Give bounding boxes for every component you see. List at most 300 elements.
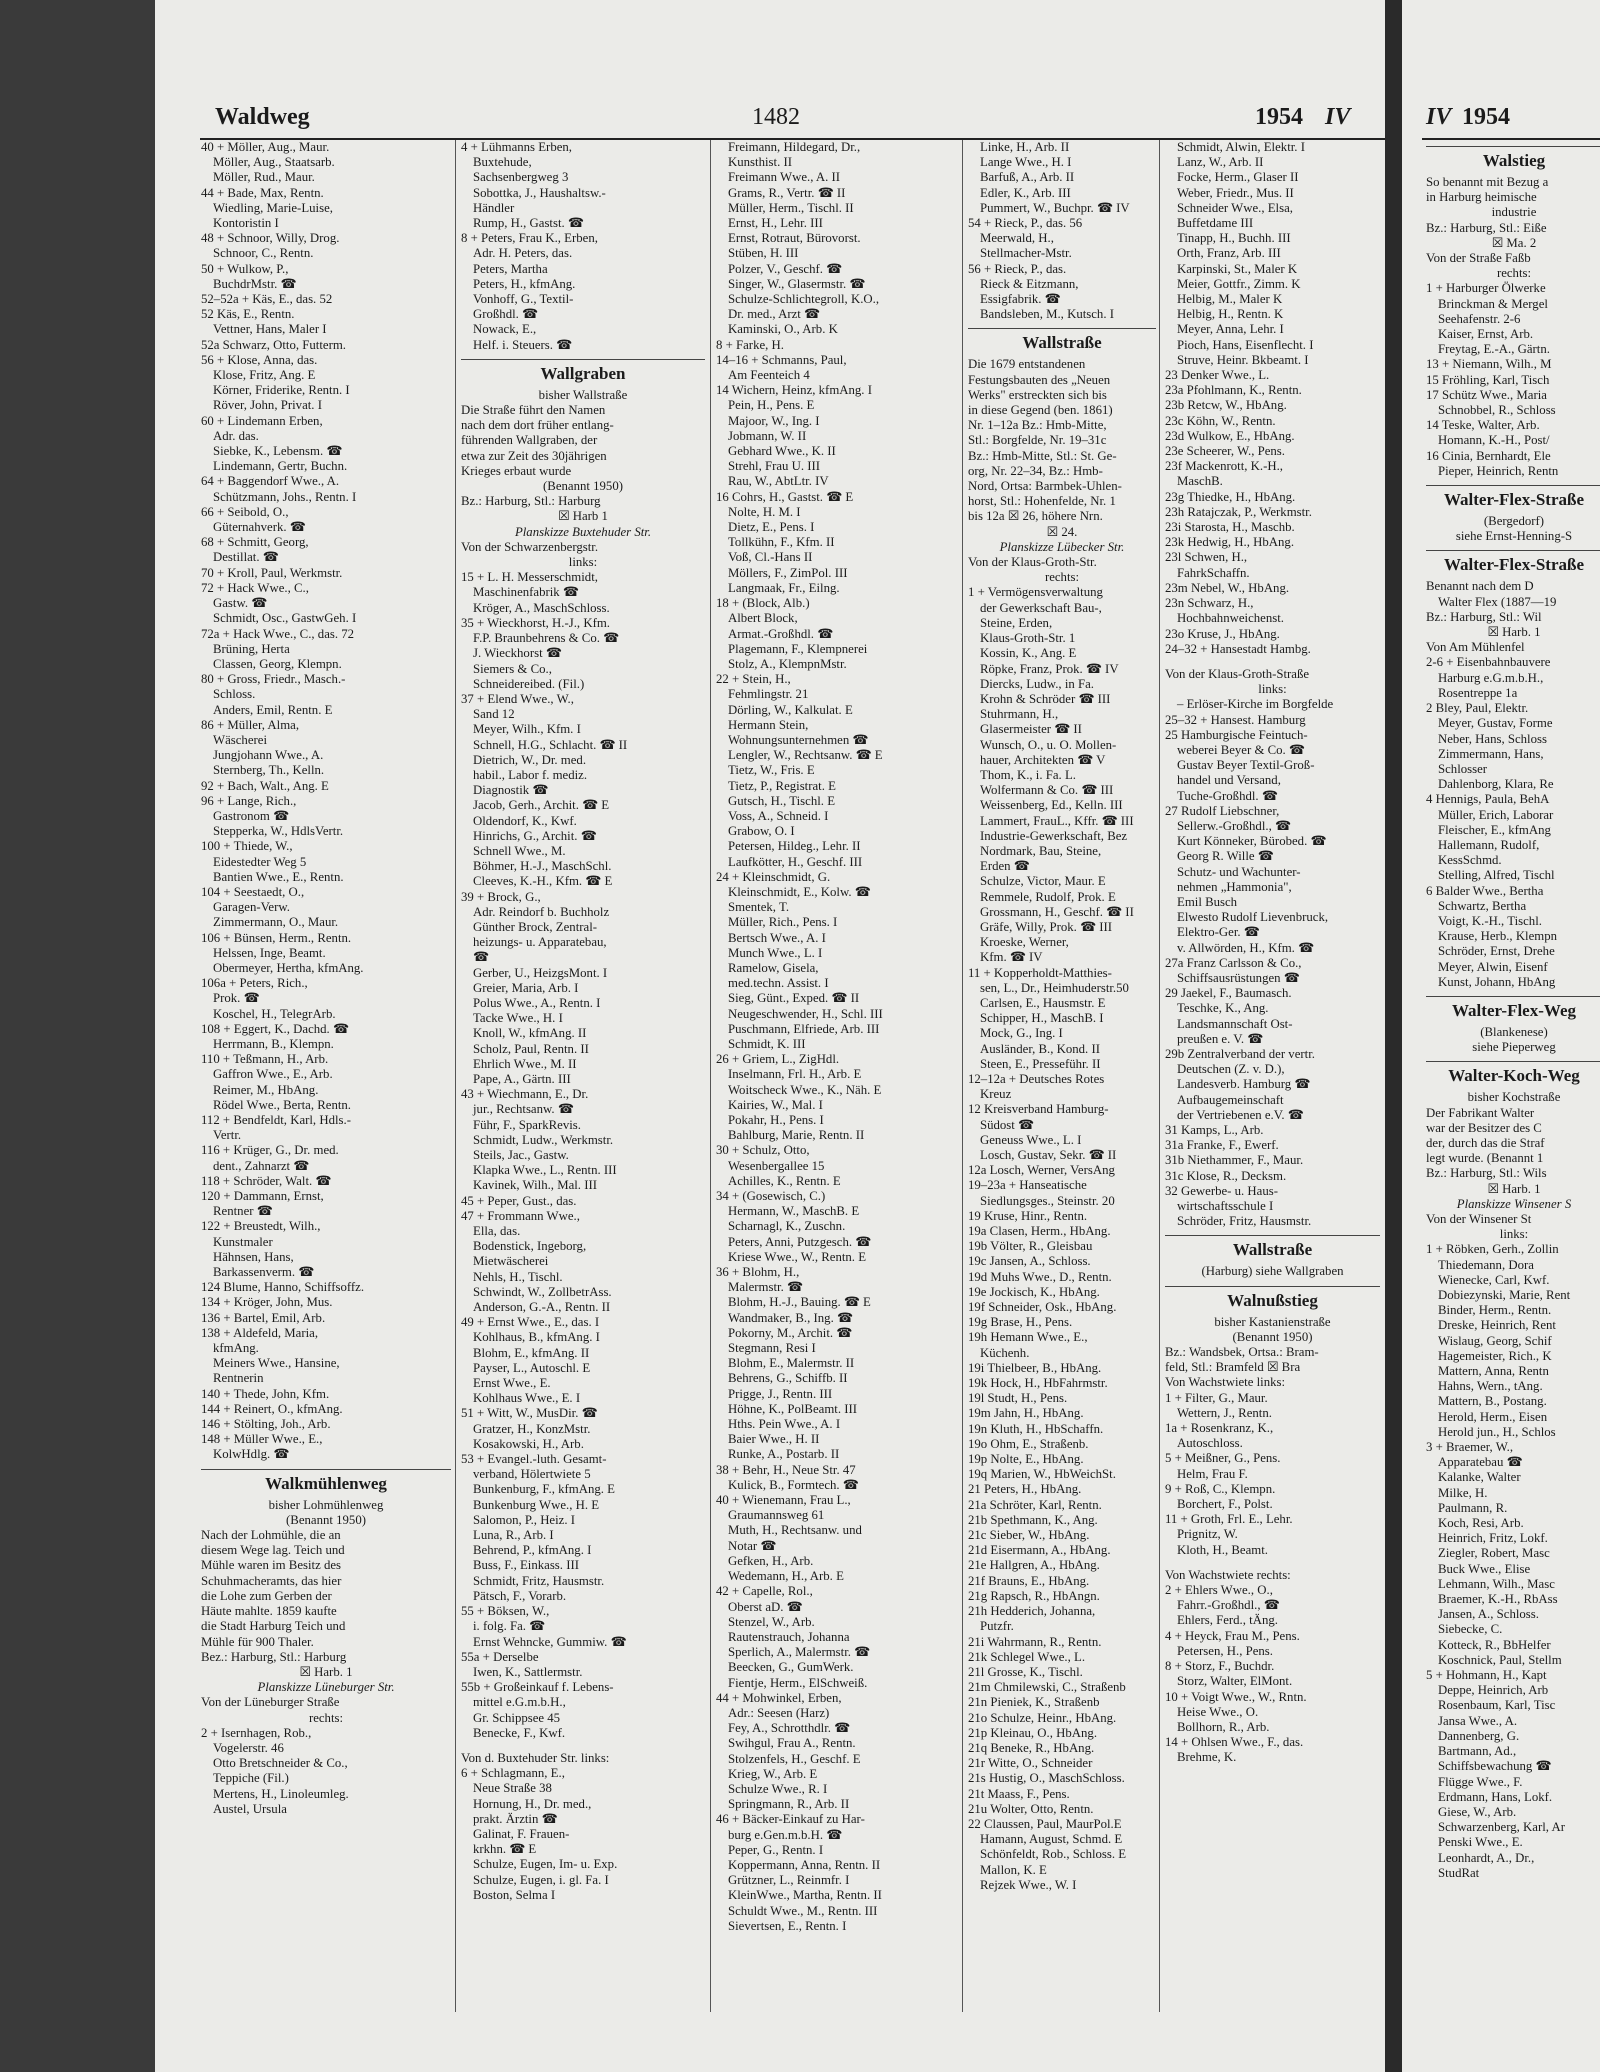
- resident-line: kfmAng.: [213, 1341, 259, 1356]
- house-entry: Von d. Buxtehuder Str. links:: [461, 1750, 610, 1765]
- house-entry: 21u Wolter, Otto, Rentn.: [968, 1801, 1094, 1816]
- resident-line: Röver, John, Privat. I: [213, 398, 322, 413]
- resident-line: Focke, Herm., Glaser II: [1177, 170, 1299, 185]
- resident-line: Steine, Erden,: [980, 615, 1053, 630]
- directory-column-next-page: [1426, 140, 1600, 1881]
- resident-line: Maschinenfabrik ☎: [473, 585, 579, 600]
- house-entry: 21k Schlegel Wwe., L.: [968, 1649, 1086, 1664]
- resident-line: Tollkühn, F., Kfm. II: [728, 535, 835, 550]
- resident-line: Möller, Rud., Maur.: [213, 170, 315, 185]
- house-entry: 49 + Ernst Wwe., E., das. I: [461, 1315, 600, 1330]
- resident-line: Bartmann, Ad.,: [1438, 1744, 1517, 1759]
- street-heading: Walter-Flex-Straße: [1426, 550, 1600, 579]
- resident-line: Behrens, G., Schiffb. II: [728, 1371, 848, 1386]
- resident-line: Obermeyer, Hertha, kfmAng.: [213, 960, 364, 975]
- resident-line: Schutz- und Wachunter-: [1177, 864, 1301, 879]
- resident-line: Apparatebau ☎: [1438, 1455, 1523, 1470]
- resident-line: Adr.: Seesen (Harz): [728, 1705, 830, 1720]
- house-entry: 134 + Kröger, John, Mus.: [201, 1295, 333, 1310]
- resident-line: Jansen, A., Schloss.: [1438, 1607, 1539, 1622]
- column-divider: [962, 140, 963, 2012]
- house-entry: 19d Muhs Wwe., D., Rentn.: [968, 1269, 1112, 1284]
- resident-line: habil., Labor f. mediz.: [473, 767, 588, 782]
- resident-line: Tinapp, H., Buchh. III: [1177, 231, 1291, 246]
- resident-line: Bunkenburg, F., kfmAng. E: [473, 1482, 615, 1497]
- resident-line: Höhne, K., PolBeamt. III: [728, 1401, 858, 1416]
- house-entry: 136 + Bartel, Emil, Arb.: [201, 1310, 326, 1325]
- resident-line: Wiedling, Marie-Luise,: [213, 200, 333, 215]
- resident-line: Meyer, Alwin, Eisenf: [1438, 959, 1548, 974]
- resident-line: Buffetdame III: [1177, 216, 1254, 231]
- house-entry: 56 + Rieck, P., das.: [968, 261, 1067, 276]
- resident-line: Ehrlich Wwe., M. II: [473, 1056, 577, 1071]
- resident-line: Möller, Aug., Staatsarb.: [213, 155, 335, 170]
- resident-line: Kossin, K., Ang. E: [980, 646, 1077, 661]
- resident-line: Remmele, Rudolf, Prok. E: [980, 889, 1116, 904]
- house-entry: Bz.: Harburg, Stl.: Wils: [1426, 1166, 1547, 1181]
- resident-line: sen, L., Dr., Heimhuderstr.50: [980, 980, 1129, 995]
- resident-line: Jacob, Gerh., Archit. ☎ E: [473, 798, 610, 813]
- house-entry: 43 + Wiechmann, E., Dr.: [461, 1087, 589, 1102]
- resident-line: heizungs- u. Apparatebau,: [473, 935, 607, 950]
- directory-column-2: [461, 140, 705, 1903]
- resident-line: Händler: [473, 200, 515, 215]
- house-entry: 25–32 + Hansest. Hamburg: [1165, 712, 1306, 727]
- resident-line: Brüning, Herta: [213, 641, 290, 656]
- resident-line: Jobmann, W. II: [728, 428, 807, 443]
- resident-line: Röpke, Franz, Prok. ☎ IV: [980, 661, 1119, 676]
- book-gutter: [1385, 0, 1402, 2072]
- resident-line: Wandmaker, B., Ing. ☎: [728, 1310, 853, 1325]
- resident-line: Schnobbel, R., Schloss: [1438, 403, 1556, 418]
- resident-line: Boston, Selma I: [473, 1887, 556, 1902]
- house-entry: 23l Schwen, H.,: [1165, 550, 1248, 565]
- centered-note: rechts:: [1496, 266, 1532, 281]
- resident-line: Dörling, W., Kalkulat. E: [728, 702, 853, 717]
- resident-line: Kulick, B., Formtech. ☎: [728, 1477, 859, 1492]
- resident-line: Swihgul, Frau A., Rentn.: [728, 1736, 856, 1751]
- resident-line: Adr. H. Peters, das.: [473, 246, 573, 261]
- resident-line: Voß, Cl.-Hans II: [728, 550, 813, 565]
- resident-line: mittel e.G.m.b.H.,: [473, 1695, 566, 1710]
- resident-line: jur., Rechtsanw. ☎: [473, 1102, 574, 1117]
- map-reference: Planskizze Winsener S: [1456, 1196, 1572, 1211]
- resident-line: Paulmann, R.: [1438, 1500, 1508, 1515]
- house-entry: in diese Gegend (ben. 1861): [968, 403, 1113, 418]
- resident-line: Barkassenverm. ☎: [213, 1265, 315, 1280]
- resident-line: Steils, Jac., Gastw.: [473, 1148, 569, 1162]
- house-entry: 23b Retcw, W., HbAng.: [1165, 398, 1287, 413]
- resident-line: Thom, K., i. Fa. L.: [980, 767, 1076, 782]
- right-header-volume: IV: [1426, 104, 1452, 130]
- house-entry: 14–16 + Schmanns, Paul,: [716, 352, 847, 367]
- resident-line: Sternberg, Th., Kelln.: [213, 763, 325, 778]
- resident-line: Körner, Friderike, Rentn. I: [213, 383, 350, 398]
- resident-line: Meiners Wwe., Hansine,: [213, 1356, 340, 1371]
- resident-line: Heinrich, Fritz, Lokf.: [1438, 1531, 1548, 1546]
- centered-note: links:: [568, 555, 598, 570]
- resident-line: Eidestedter Weg 5: [213, 854, 307, 869]
- resident-line: Rieck & Eitzmann,: [980, 276, 1079, 291]
- resident-line: Malermstr. ☎: [728, 1280, 803, 1295]
- house-entry: 15 + L. H. Messerschmidt,: [461, 570, 598, 585]
- resident-line: Koch, Resi, Arb.: [1438, 1516, 1524, 1531]
- house-entry: 19o Ohm, E., Straßenb.: [968, 1436, 1089, 1451]
- resident-line: Vonhoff, G., Textil-: [473, 292, 574, 307]
- house-entry: Von Am Mühlenfel: [1426, 640, 1525, 655]
- resident-line: Pioch, Hans, Eisenflecht. I: [1177, 337, 1314, 352]
- resident-line: weberei Beyer & Co. ☎: [1177, 742, 1305, 757]
- resident-line: Wedemann, H., Arb. E: [728, 1569, 844, 1584]
- resident-line: Majoor, W., Ing. I: [728, 413, 820, 428]
- resident-line: Ernst, Rotraut, Bürovorst.: [728, 231, 861, 246]
- resident-line: Blohm, E., Malermstr. II: [728, 1356, 855, 1371]
- resident-line: Smentek, T.: [728, 900, 790, 915]
- resident-line: Teschke, K., Ang.: [1177, 1001, 1269, 1016]
- resident-line: Linke, H., Arb. II: [980, 140, 1070, 154]
- house-entry: 45 + Peper, Gust., das.: [461, 1193, 577, 1208]
- house-entry: 19–23a + Hanseatische: [968, 1178, 1087, 1193]
- resident-line: Deppe, Heinrich, Arb: [1438, 1683, 1549, 1698]
- resident-line: Hagemeister, Rich., K: [1438, 1348, 1552, 1363]
- house-entry: 2 + Ehlers Wwe., O.,: [1165, 1583, 1273, 1598]
- resident-line: Kohlhaus Wwe., E. I: [473, 1391, 581, 1406]
- resident-line: Rentnerin: [213, 1371, 264, 1386]
- resident-line: Greier, Maria, Arb. I: [473, 980, 579, 995]
- resident-line: Lindemann, Gertr, Buchn.: [213, 459, 348, 474]
- house-entry: Festungsbauten des „Neuen: [968, 372, 1111, 387]
- house-entry: 12a Losch, Werner, VersAng: [968, 1163, 1115, 1178]
- next-book-page: [1402, 0, 1600, 2072]
- resident-line: Ernst Wehncke, Gummiw. ☎: [473, 1634, 627, 1649]
- house-entry: 55b + Großeinkauf f. Lebens-: [461, 1680, 614, 1695]
- resident-line: Bantien Wwe., E., Rentn.: [213, 869, 344, 884]
- resident-line: Otto Bretschneider & Co.,: [213, 1756, 348, 1771]
- resident-line: Freytag, E.-A., Gärtn.: [1438, 342, 1550, 357]
- resident-line: Gastronom ☎: [213, 808, 290, 823]
- house-entry: 3 + Braemer, W.,: [1426, 1440, 1514, 1455]
- resident-line: Nolte, H. M. I: [728, 504, 801, 519]
- resident-line: Kreuz: [980, 1087, 1012, 1102]
- house-entry: 23e Scheerer, W., Pens.: [1165, 444, 1285, 459]
- resident-line: Helf. i. Steuers. ☎: [473, 337, 573, 352]
- resident-line: Leonhardt, A., Dr.,: [1438, 1850, 1535, 1865]
- resident-line: Springmann, R., Arb. II: [728, 1797, 850, 1812]
- house-entry: 5 + Hohmann, H., Kapt: [1426, 1668, 1547, 1683]
- resident-line: Jungjohann Wwe., A.: [213, 748, 324, 763]
- resident-line: Meier, Gottfr., Zimm. K: [1177, 276, 1301, 291]
- resident-line: Mattern, B., Postang.: [1438, 1394, 1547, 1409]
- resident-line: Langmaak, Fr., Eilng.: [728, 580, 840, 595]
- resident-line: Kontoristin I: [213, 216, 279, 231]
- house-entry: 10 + Voigt Wwe., W., Rntn.: [1165, 1689, 1307, 1704]
- house-entry: 35 + Wieckhorst, H.-J., Kfm.: [461, 615, 610, 630]
- house-entry: Stl.: Borgfelde, Nr. 19–31c: [968, 433, 1107, 448]
- house-entry: 1a + Rosenkranz, K.,: [1165, 1421, 1274, 1436]
- resident-line: Petersen, H., Pens.: [1177, 1643, 1273, 1658]
- street-heading: Walkmühlenweg: [201, 1469, 451, 1498]
- resident-line: Siedlungsges., Steinstr. 20: [980, 1193, 1115, 1208]
- resident-line: Rejzek Wwe., W. I: [980, 1877, 1077, 1892]
- resident-line: Pätsch, F., Vorarb.: [473, 1588, 567, 1603]
- resident-line: Möllers, F., ZimPol. III: [728, 565, 848, 580]
- resident-line: Nordmark, Bau, Steine,: [980, 843, 1102, 858]
- resident-line: Wienecke, Carl, Kwf.: [1438, 1272, 1550, 1287]
- resident-line: Zimmermann, Hans,: [1438, 746, 1544, 761]
- resident-line: Schwartz, Bertha: [1438, 898, 1527, 913]
- resident-line: Gastw. ☎: [213, 596, 268, 611]
- house-entry: 122 + Breustedt, Wilh.,: [201, 1219, 321, 1234]
- resident-line: Diagnostik ☎: [473, 783, 549, 798]
- resident-line: Hamann, August, Schmd. E: [980, 1832, 1123, 1847]
- resident-line: Hornung, H., Dr. med.,: [473, 1796, 592, 1811]
- resident-line: Lanz, W., Arb. II: [1177, 155, 1264, 170]
- resident-line: Losch, Gustav, Sekr. ☎ II: [980, 1148, 1117, 1162]
- resident-line: Schiffsbewachung ☎: [1438, 1759, 1552, 1774]
- resident-line: Tietz, W., Fris. E: [728, 763, 815, 778]
- house-entry: Nord, Ortsa: Barmbek-Uhlen-: [968, 479, 1122, 494]
- resident-line: Koschnick, Paul, Stellm: [1438, 1652, 1562, 1667]
- resident-line: Polus Wwe., A., Rentn. I: [473, 995, 601, 1010]
- resident-line: Neue Straße 38: [473, 1781, 552, 1796]
- resident-line: Schützmann, Johs., Rentn. I: [213, 489, 357, 504]
- resident-line: Binder, Herm., Rentn.: [1438, 1303, 1552, 1318]
- house-entry: 14 + Ohlsen Wwe., F., das.: [1165, 1735, 1304, 1750]
- resident-line: Gerber, U., HeizgsMont. I: [473, 965, 608, 980]
- resident-line: Lehmann, Wilh., Masc: [1438, 1576, 1555, 1591]
- resident-line: Schulze, Eugen, Im- u. Exp.: [473, 1857, 618, 1872]
- resident-line: Inselmann, Frl. H., Arb. E: [728, 1067, 862, 1082]
- resident-line: Kurt Könneker, Bürobed. ☎: [1177, 834, 1327, 849]
- resident-line: Woitscheck Wwe., K., Näh. E: [728, 1082, 882, 1097]
- house-entry: 21l Grosse, K., Tischl.: [968, 1664, 1083, 1679]
- resident-line: Prignitz, W.: [1177, 1527, 1238, 1542]
- resident-line: Lammert, FrauL., Kffr. ☎ III: [980, 813, 1134, 828]
- resident-line: Müller, Erich, Laborar: [1438, 807, 1554, 822]
- resident-line: Kriese Wwe., W., Rentn. E: [728, 1249, 867, 1264]
- resident-line: Seehafenstr. 2-6: [1438, 311, 1521, 326]
- house-entry: 13 + Niemann, Wilh., M: [1426, 357, 1552, 372]
- resident-line: Müller, Herm., Tischl. II: [728, 200, 854, 215]
- house-entry: 1 + Vermögensverwaltung: [968, 585, 1103, 600]
- resident-line: Fahrr.-Großhdl., ☎: [1177, 1598, 1280, 1613]
- resident-line: Nowack, E.,: [473, 322, 537, 337]
- house-entry: 4 + Heyck, Frau M., Pens.: [1165, 1628, 1300, 1643]
- resident-line: Neugeschwender, H., Schl. III: [728, 1006, 883, 1021]
- house-entry: 21f Brauns, E., HbAng.: [968, 1573, 1090, 1588]
- house-entry: 23c Köhn, W., Rentn.: [1165, 413, 1276, 428]
- house-entry: 21r Witte, O., Schneider: [968, 1756, 1093, 1771]
- resident-line: Ella, das.: [473, 1224, 521, 1239]
- spacer: [1165, 1558, 1380, 1568]
- resident-line: Pokorny, M., Archit. ☎: [728, 1325, 853, 1340]
- house-entry: 21 Peters, H., HbAng.: [968, 1482, 1082, 1497]
- spacer: [461, 1741, 705, 1751]
- resident-line: Hermann, W., MaschB. E: [728, 1204, 860, 1219]
- house-entry: Die Straße führt den Namen: [461, 403, 606, 418]
- house-entry: Bz.: Harburg, Stl.: Wil: [1426, 609, 1542, 624]
- resident-line: Hths. Pein Wwe., A. I: [728, 1417, 841, 1432]
- resident-line: Payser, L., Autoschl. E: [473, 1360, 591, 1375]
- house-entry: etwa zur Zeit des 30jährigen: [461, 448, 607, 463]
- house-entry: 31c Klose, R., Decksm.: [1165, 1168, 1287, 1183]
- house-entry: 11 + Groth, Frl. E., Lehr.: [1165, 1512, 1293, 1527]
- resident-line: Bertsch Wwe., A. I: [728, 930, 826, 945]
- resident-line: Industrie-Gewerkschaft, Bez: [980, 828, 1128, 843]
- resident-line: Rautenstrauch, Johanna: [728, 1629, 850, 1644]
- resident-line: v. Allwörden, H., Kfm. ☎: [1177, 940, 1315, 955]
- resident-line: Braemer, K.-H., RbAss: [1438, 1592, 1558, 1607]
- house-entry: 144 + Reinert, O., kfmAng.: [201, 1401, 343, 1416]
- resident-line: Dr. med., Arzt ☎: [728, 307, 820, 322]
- resident-line: Kunst, Johann, HbAng: [1438, 974, 1556, 989]
- house-entry: 5 + Meißner, G., Pens.: [1165, 1451, 1281, 1466]
- house-entry: 27a Franz Carlsson & Co.,: [1165, 955, 1302, 970]
- house-entry: 27 Rudolf Liebschner,: [1165, 803, 1280, 818]
- resident-line: Gefken, H., Arb.: [728, 1553, 814, 1568]
- resident-line: Mattern, Anna, Rentn: [1438, 1364, 1549, 1379]
- resident-line: Sperlich, A., Malermstr. ☎: [728, 1645, 871, 1660]
- resident-line: Peters, Anni, Putzgesch. ☎: [728, 1234, 872, 1249]
- resident-line: Ernst, H., Lehr. III: [728, 216, 823, 231]
- resident-line: Kalanke, Walter: [1438, 1470, 1521, 1485]
- house-entry: 40 + Möller, Aug., Maur.: [201, 140, 330, 154]
- house-entry: 8 + Peters, Frau K., Erben,: [461, 231, 598, 246]
- resident-line: Stepperka, W., HdlsVertr.: [213, 824, 344, 839]
- resident-line: Penski Wwe., E.: [1438, 1835, 1523, 1850]
- house-entry: 60 + Lindemann Erben,: [201, 413, 323, 428]
- resident-line: Stüben, H. III: [728, 246, 799, 261]
- resident-line: Weissenberg, Ed., Kelln. III: [980, 798, 1123, 813]
- resident-line: Runke, A., Postarb. II: [728, 1447, 840, 1462]
- resident-line: Mertens, H., Linoleumleg.: [213, 1786, 349, 1801]
- resident-line: StudRat: [1438, 1865, 1480, 1880]
- resident-line: Geneuss Wwe., L. I: [980, 1132, 1082, 1147]
- resident-line: BuchdrMstr. ☎: [213, 276, 297, 291]
- house-entry: So benannt mit Bezug a: [1426, 175, 1549, 189]
- resident-line: Tietz, P., Registrat. E: [728, 778, 836, 793]
- resident-line: Kröger, A., MaschSchloss.: [473, 600, 610, 615]
- house-entry: 31b Niethammer, F., Maur.: [1165, 1153, 1304, 1168]
- house-entry: 19e Jockisch, K., HbAng.: [968, 1284, 1100, 1299]
- resident-line: Walter Flex (1887—19: [1438, 594, 1557, 609]
- resident-line: Prok. ☎: [213, 991, 260, 1006]
- resident-line: Glasermeister ☎ II: [980, 722, 1082, 737]
- house-entry: 39 + Brock, G.,: [461, 889, 541, 904]
- house-entry: 23h Ratajczak, P., Werkmstr.: [1165, 504, 1312, 519]
- resident-line: Munch Wwe., L. I: [728, 945, 823, 960]
- house-entry: Von Wachstwiete links:: [1165, 1375, 1286, 1390]
- resident-line: Mallon, K. E: [980, 1862, 1047, 1877]
- resident-line: Grossmann, H., Geschf. ☎ II: [980, 904, 1134, 919]
- column-divider: [455, 140, 456, 2012]
- street-heading: Wallstraße: [968, 328, 1156, 357]
- house-entry: Schuhmacheramts, das hier: [201, 1573, 342, 1588]
- resident-line: Vettner, Hans, Maler I: [213, 322, 327, 337]
- house-entry: Krieges erbaut wurde: [461, 463, 572, 478]
- house-entry: 120 + Dammann, Ernst,: [201, 1189, 324, 1204]
- resident-line: Bodenstick, Ingeborg,: [473, 1239, 587, 1254]
- resident-line: Wunsch, O., u. O. Mollen-: [980, 737, 1117, 752]
- house-entry: war der Besitzer des C: [1426, 1120, 1542, 1135]
- house-entry: 1 + Röbken, Gerh., Zollin: [1426, 1242, 1559, 1257]
- house-entry: diesem Wege lag. Teich und: [201, 1543, 345, 1558]
- resident-line: Iwen, K., Sattlermstr.: [473, 1664, 583, 1679]
- house-entry: 148 + Müller Wwe., E.,: [201, 1432, 323, 1447]
- resident-line: Rentner ☎: [213, 1204, 273, 1219]
- resident-line: Oberst aD. ☎: [728, 1599, 803, 1614]
- resident-line: Schnell, H.G., Schlacht. ☎ II: [473, 737, 628, 752]
- centered-note: siehe Pieperweg: [1472, 1040, 1556, 1055]
- resident-line: ☎: [473, 950, 489, 965]
- house-entry: org, Nr. 22–34, Bz.: Hmb-: [968, 463, 1103, 478]
- resident-line: Klapka Wwe., L., Rentn. III: [473, 1163, 617, 1178]
- street-heading: Walnußstieg: [1165, 1286, 1380, 1315]
- resident-line: Meyer, Gustav, Forme: [1438, 716, 1553, 731]
- resident-line: Stuhrmann, H.,: [980, 707, 1059, 722]
- resident-line: Polzer, V., Geschf. ☎: [728, 261, 843, 276]
- resident-line: Gustav Beyer Textil-Groß-: [1177, 758, 1315, 773]
- house-entry: 21b Spethmann, K., Ang.: [968, 1512, 1098, 1527]
- resident-line: Rump, H., Gastst. ☎: [473, 216, 584, 231]
- resident-line: Plagemann, F., Klempnerei: [728, 641, 868, 656]
- resident-line: Kohlhaus, B., kfmAng. I: [473, 1330, 600, 1345]
- resident-line: Singer, W., Glasermstr. ☎: [728, 276, 866, 291]
- centered-note: ☒ Harb. 1: [299, 1664, 353, 1679]
- resident-line: Garagen-Verw.: [213, 900, 290, 915]
- house-entry: führenden Wallgraben, der: [461, 433, 598, 448]
- resident-line: FahrkSchaffn.: [1177, 565, 1250, 580]
- resident-line: Muth, H., Rechtsanw. und: [728, 1523, 862, 1538]
- directory-column-3: [716, 140, 958, 1934]
- house-entry: 21m Chmilewski, C., Straßenb: [968, 1680, 1126, 1695]
- header-year: 1954: [1255, 104, 1303, 130]
- house-entry: 8 + Storz, F., Buchdr.: [1165, 1659, 1275, 1674]
- house-entry: Nach der Lohmühle, die an: [201, 1528, 341, 1543]
- resident-line: Kaiser, Ernst, Arb.: [1438, 327, 1534, 342]
- resident-line: Schmidt, K. III: [728, 1036, 806, 1051]
- resident-line: Hahns, Wern., tAng.: [1438, 1379, 1543, 1394]
- resident-line: Schmidt, Alwin, Elektr. I: [1177, 140, 1305, 154]
- resident-line: Hermann Stein,: [728, 717, 809, 732]
- resident-line: Kairies, W., Mal. I: [728, 1097, 823, 1112]
- resident-line: Wolfermann & Co. ☎ III: [980, 783, 1114, 798]
- centered-note: ☒ Harb. 1: [1487, 1181, 1541, 1196]
- centered-note: industrie: [1491, 205, 1537, 220]
- resident-line: Führ, F., SparkRevis.: [473, 1117, 581, 1132]
- resident-line: Wettern, J., Rentn.: [1177, 1405, 1272, 1420]
- resident-line: Schiffsausrüstungen ☎: [1177, 970, 1300, 985]
- resident-line: Helssen, Inge, Beamt.: [213, 945, 326, 960]
- centered-note: (Blankenese): [1480, 1024, 1548, 1039]
- resident-line: Voigt, K.-H., Tischl.: [1438, 913, 1542, 928]
- house-entry: Mühle für 900 Thaler.: [201, 1634, 314, 1649]
- house-entry: 16 Cohrs, H., Gastst. ☎ E: [716, 489, 854, 504]
- centered-note: bisher Kastanienstraße: [1214, 1314, 1331, 1329]
- resident-line: Buxtehude,: [473, 155, 532, 170]
- resident-line: Südost ☎: [980, 1117, 1034, 1132]
- resident-line: Essigfabrik. ☎: [980, 292, 1061, 307]
- house-entry: 24–32 + Hansestadt Hambg.: [1165, 641, 1311, 656]
- house-entry: 21s Hustig, O., MaschSchloss.: [968, 1771, 1125, 1786]
- resident-line: Adr. Reindorf b. Buchholz: [473, 904, 610, 919]
- centered-note: siehe Ernst-Henning-S: [1455, 529, 1573, 544]
- resident-line: Siebke, K., Lebensm. ☎: [213, 444, 343, 459]
- house-entry: nach dem dort früher entlang-: [461, 418, 614, 433]
- resident-line: Am Feenteich 4: [728, 368, 810, 383]
- resident-line: Ramelow, Gisela,: [728, 960, 819, 975]
- house-entry: 110 + Teßmann, H., Arb.: [201, 1052, 329, 1067]
